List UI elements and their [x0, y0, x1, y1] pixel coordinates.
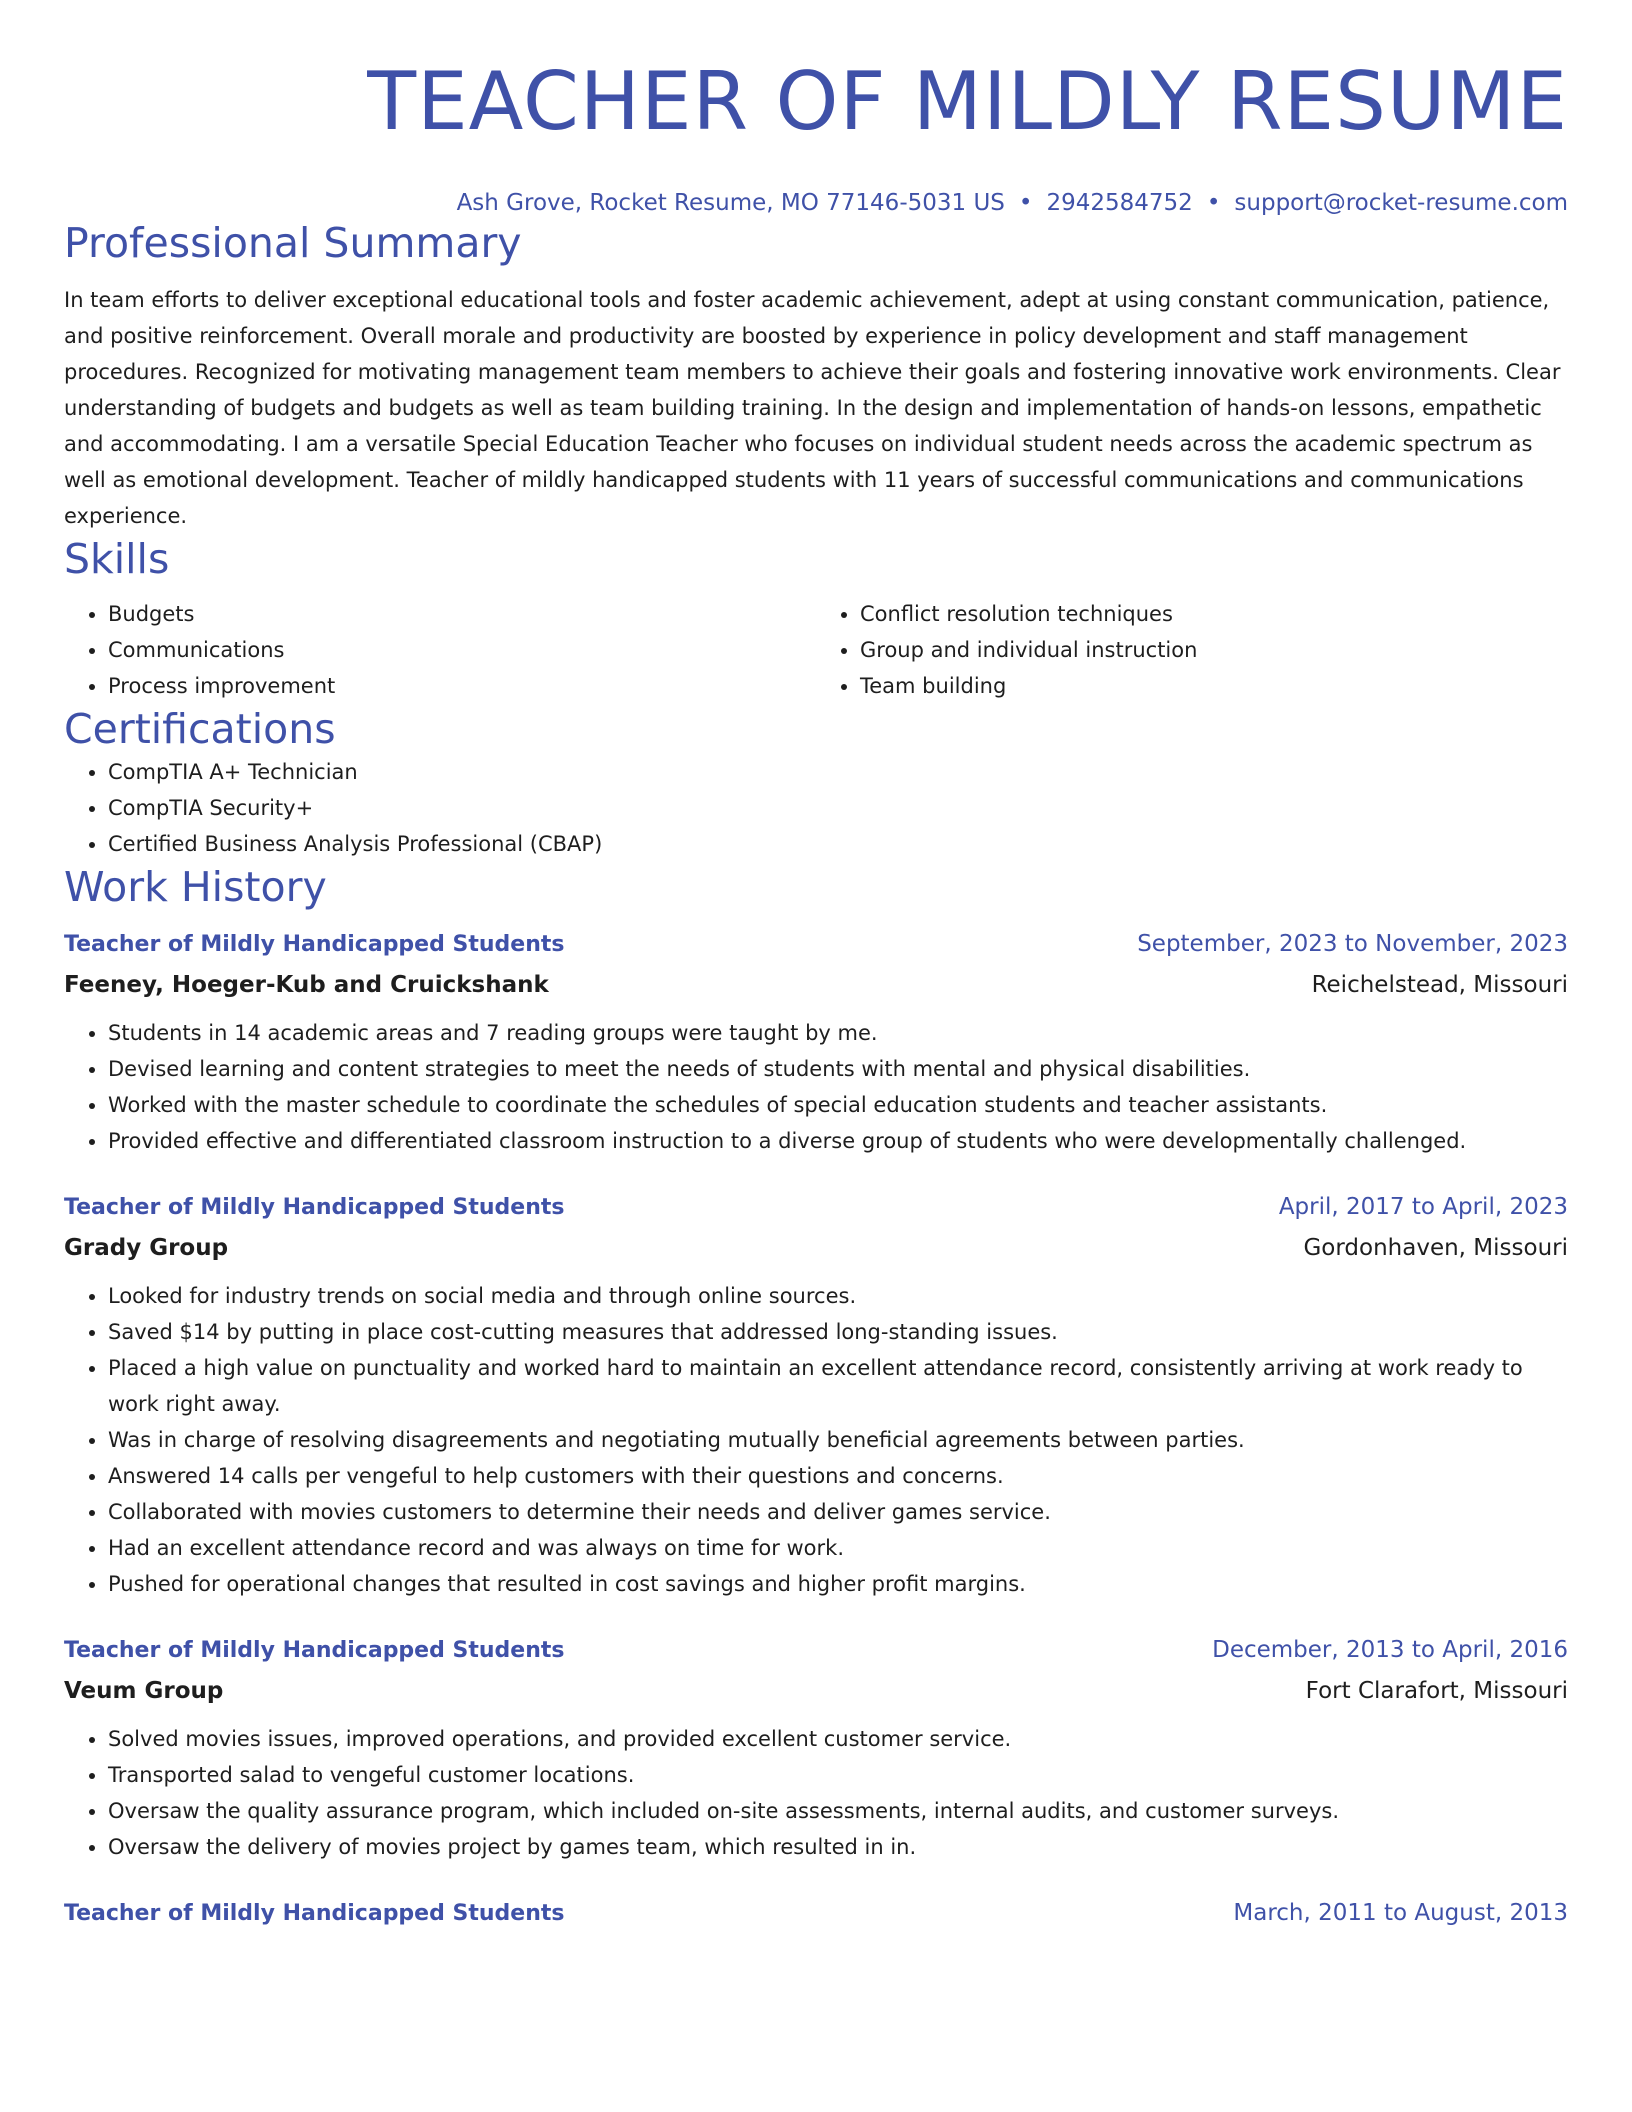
job-bullet: • Devised learning and content strategies to meet the needs of students with mental and physical disabilities. [108, 1051, 1568, 1087]
job-bullet: • Saved $14 by putting in place cost-cutting measures that addressed long-standing issues. [108, 1314, 1568, 1350]
skill-item: • Conflict resolution techniques [860, 596, 1568, 632]
job-location: Fort Clarafort, Missouri [1305, 1678, 1568, 1704]
contact-separator: • [1206, 190, 1221, 216]
job-bullet: • Pushed for operational changes that resulted in cost savings and higher profit margins. [108, 1566, 1568, 1602]
job-bullets [64, 1015, 1568, 1159]
resume-title: TEACHER OF MILDLY RESUME [367, 55, 1568, 148]
skills-grid [64, 596, 1568, 704]
job-bullet: • Transported salad to vengeful customer locations. [108, 1757, 1568, 1793]
certifications-list [64, 754, 1568, 862]
skills-heading: Skills [64, 535, 170, 583]
skills-list-right [816, 596, 1568, 704]
job-header-row [64, 1187, 1568, 1228]
skill-item: • Communications [108, 632, 816, 668]
contact-phone: 2942584752 [1046, 190, 1193, 216]
skill-item: • Team building [860, 668, 1568, 704]
summary-heading: Professional Summary [64, 219, 522, 267]
job-bullet: • Had an excellent attendance record and was always on time for work. [108, 1530, 1568, 1566]
job-bullet: • Oversaw the quality assurance program, which included on-site assessments, internal audits, and customer surveys. [108, 1793, 1568, 1829]
job-title: Teacher of Mildly Handicapped Students [64, 1638, 565, 1663]
job-title: Teacher of Mildly Handicapped Students [64, 932, 565, 957]
job-bullet: • Collaborated with movies customers to determine their needs and deliver games service. [108, 1494, 1568, 1530]
job-title: Teacher of Mildly Handicapped Students [64, 1901, 565, 1926]
job-company-row [64, 1671, 1568, 1711]
job-header-row [64, 1630, 1568, 1671]
job-bullet: • Looked for industry trends on social media and through online sources. [108, 1278, 1568, 1314]
certification-item: • CompTIA A+ Technician [108, 754, 1568, 790]
job-header-row [64, 1893, 1568, 1934]
job-company-row [64, 1228, 1568, 1268]
job-entry [64, 924, 1568, 1159]
work-history-heading: Work History [64, 863, 327, 911]
summary-text: In team efforts to deliver exceptional educational tools and foster academic achievement, adept at using constant communication, patience, and positive reinforcement. Overall morale and productivity are boosted by experience in policy development and staff management procedures. Recognized for motivating management team members to achieve their goals and fostering innovative work environments. Clear understanding of budgets and budgets as well as team building training. In the design and implementation of hands-on lessons, empathetic and accommodating. I am a versatile Special Education Teacher who focuses on individual student needs across the academic spectrum as well as emotional development. Teacher of mildly handicapped students with 11 years of successful communications and communications experience. [64, 288, 1561, 528]
job-header-row [64, 924, 1568, 965]
job-company: Grady Group [64, 1235, 229, 1261]
job-company-row [64, 965, 1568, 1005]
certification-item: • CompTIA Security+ [108, 790, 1568, 826]
job-dates: April, 2017 to April, 2023 [1278, 1194, 1568, 1220]
job-bullets [64, 1278, 1568, 1602]
contact-separator: • [1018, 190, 1033, 216]
job-title: Teacher of Mildly Handicapped Students [64, 1195, 565, 1220]
contact-address: Ash Grove, Rocket Resume, MO 77146-5031 US [456, 190, 1005, 216]
certifications-heading: Certifications [64, 705, 336, 753]
job-bullet: • Solved movies issues, improved operations, and provided excellent customer service. [108, 1721, 1568, 1757]
job-bullet: • Provided effective and differentiated classroom instruction to a diverse group of students who were developmentally challenged. [108, 1123, 1568, 1159]
job-bullet: • Placed a high value on punctuality and worked hard to maintain an excellent attendance record, consistently arriving at work ready to work right away. [108, 1350, 1568, 1422]
job-dates: September, 2023 to November, 2023 [1137, 931, 1568, 957]
job-entry [64, 1893, 1568, 1934]
job-bullet: • Answered 14 calls per vengeful to help customers with their questions and concerns. [108, 1458, 1568, 1494]
skills-list-left [64, 596, 816, 704]
skill-item: • Group and individual instruction [860, 632, 1568, 668]
contact-email: support@rocket-resume.com [1234, 190, 1568, 216]
skill-item: • Budgets [108, 596, 816, 632]
job-entry [64, 1187, 1568, 1602]
job-bullet: • Oversaw the delivery of movies project by games team, which resulted in in. [108, 1829, 1568, 1865]
job-company: Feeney, Hoeger-Kub and Cruickshank [64, 972, 549, 998]
resume-page [64, 0, 1568, 1934]
job-entry [64, 1630, 1568, 1865]
job-dates: March, 2011 to August, 2013 [1233, 1900, 1568, 1926]
skill-item: • Process improvement [108, 668, 816, 704]
job-bullet: • Was in charge of resolving disagreements and negotiating mutually beneficial agreements between parties. [108, 1422, 1568, 1458]
job-location: Gordonhaven, Missouri [1303, 1235, 1568, 1261]
job-dates: December, 2013 to April, 2016 [1212, 1637, 1568, 1663]
job-bullet: • Worked with the master schedule to coordinate the schedules of special education students and teacher assistants. [108, 1087, 1568, 1123]
certification-item: • Certified Business Analysis Professional (CBAP) [108, 826, 1568, 862]
job-bullets [64, 1721, 1568, 1865]
job-location: Reichelstead, Missouri [1311, 972, 1568, 998]
job-bullet: • Students in 14 academic areas and 7 reading groups were taught by me. [108, 1015, 1568, 1051]
job-company: Veum Group [64, 1678, 224, 1704]
contact-line [64, 188, 1568, 218]
